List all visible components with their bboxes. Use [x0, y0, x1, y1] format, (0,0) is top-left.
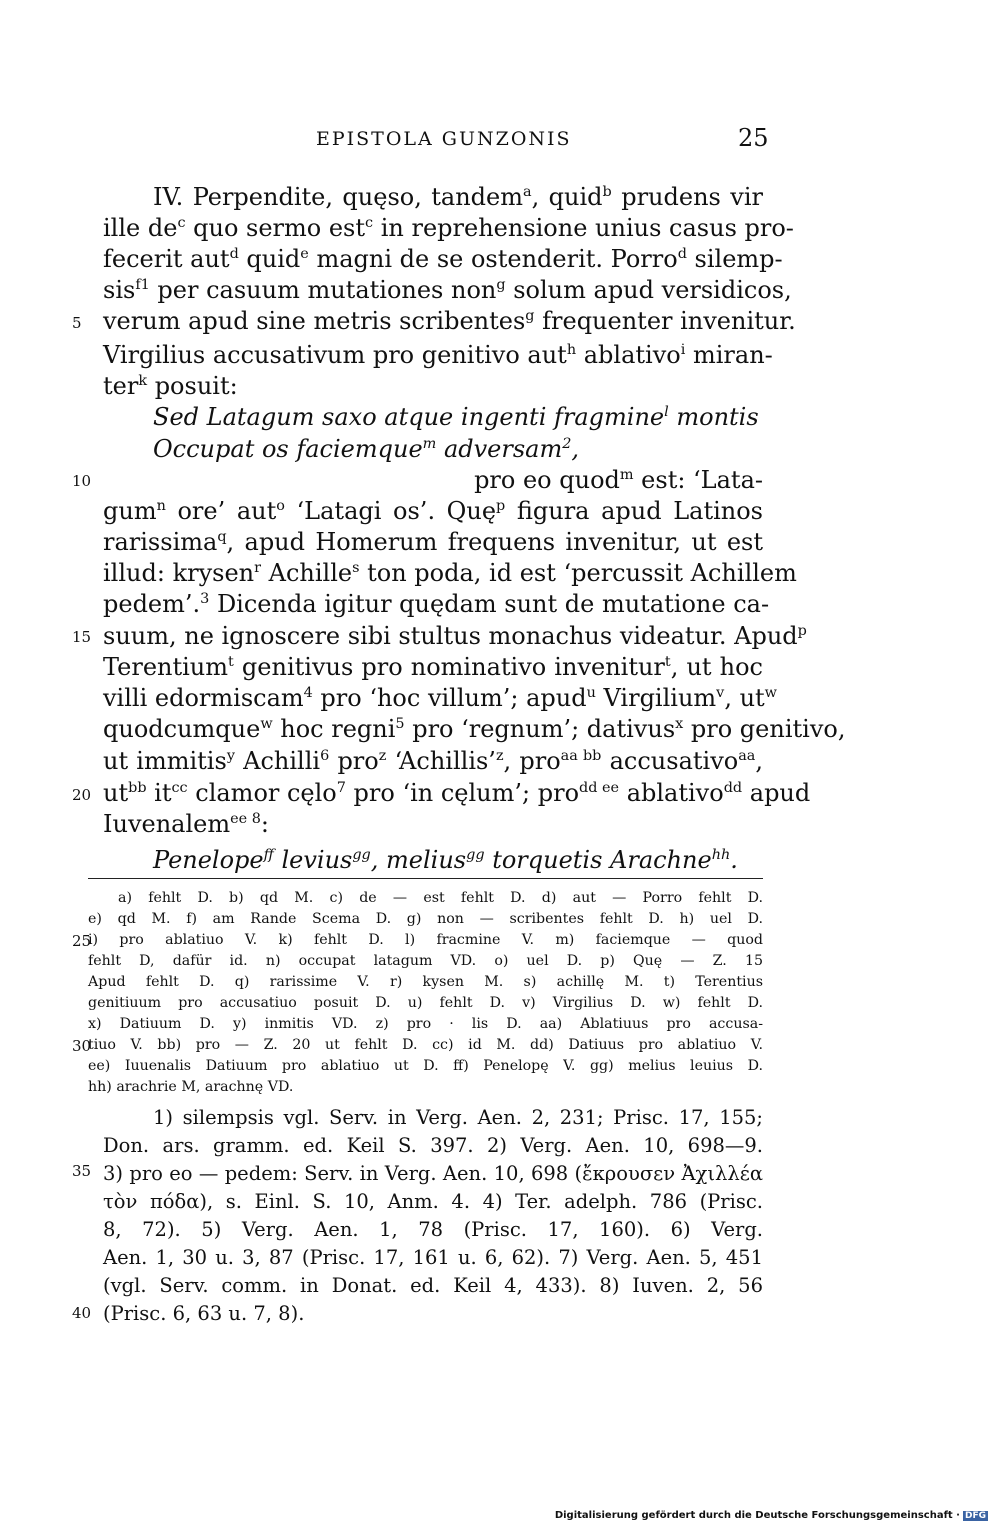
- text-segment: figura apud Latinos: [505, 497, 763, 525]
- footnote-marker: 4: [303, 685, 313, 701]
- text-segment: solum apud versidicos,: [505, 276, 792, 304]
- body-line: [103, 306, 796, 337]
- line-number: 20: [72, 786, 92, 804]
- footnote-marker: 2: [562, 436, 572, 452]
- text-segment: Occupat os faciemque: [153, 435, 423, 463]
- text-segment: levius: [273, 846, 353, 874]
- text-segment: verum apud sine metris scribentes: [103, 307, 526, 335]
- text-segment: ‘Latagi os’. Quę: [284, 497, 497, 525]
- source-note-line: Don. ars. gramm. ed. Keil S. 397. 2) Verg. Aen. 10, 698—9.: [103, 1134, 763, 1157]
- body-line: [103, 371, 763, 402]
- body-line: [103, 778, 811, 809]
- text-segment: sis: [103, 276, 136, 304]
- text-segment: pro ‘in cęlum’; pro: [345, 779, 580, 807]
- footnote-marker: e: [300, 246, 309, 262]
- footnote-marker: m: [422, 436, 437, 452]
- footnote-marker: x: [675, 716, 684, 732]
- body-line: [103, 213, 794, 244]
- line-number: 40: [72, 1304, 92, 1322]
- footnote-marker: 5: [395, 716, 405, 732]
- source-note-line: τὸν πόδα), s. Einl. S. 10, Anm. 4. 4) Ter. adelph. 786 (Prisc.: [103, 1190, 763, 1213]
- text-segment: pro: [329, 747, 379, 775]
- body-line: [103, 652, 763, 683]
- body-line: [103, 244, 783, 275]
- apparatus-line: genitiuum pro accusatiuo posuit D. u) fehlt D. v) Virgilius D. w) fehlt D.: [88, 995, 763, 1011]
- text-segment: , melius: [370, 846, 467, 874]
- body-line: [103, 496, 763, 527]
- body-line: [103, 621, 807, 652]
- text-segment: silemp-: [686, 245, 783, 273]
- text-segment: ore’ aut: [165, 497, 277, 525]
- footnote-marker: 3: [200, 591, 210, 607]
- apparatus-line: fehlt D, dafür id. n) occupat latagum VD. o) uel D. p) Quę — Z. 15: [88, 953, 763, 969]
- footnote-marker: g: [496, 277, 506, 293]
- text-segment: , ut: [724, 684, 765, 712]
- text-segment: ter: [103, 372, 139, 400]
- text-segment: , apud Homerum frequens invenitur, ut est: [226, 528, 763, 556]
- footnote-marker: gg: [466, 847, 485, 863]
- text-segment: Iuvenalem: [103, 810, 231, 838]
- text-segment: pro ‘hoc villum’; apud: [312, 684, 587, 712]
- body-line: [103, 589, 770, 620]
- text-segment: quo sermo est: [185, 214, 366, 242]
- footnote-marker: n: [156, 498, 166, 514]
- text-segment: ‘Achillis’: [386, 747, 496, 775]
- footnote-marker: w: [764, 685, 777, 701]
- source-note-line: 8, 72). 5) Verg. Aen. 1, 78 (Prisc. 17, 160). 6) Verg.: [103, 1218, 763, 1241]
- footnote-marker: 6: [320, 748, 330, 764]
- text-segment: ,: [571, 435, 580, 463]
- text-segment: ton poda, id est ‘percussit Achillem: [359, 559, 797, 587]
- text-segment: posuit:: [147, 372, 238, 400]
- text-segment: apud: [742, 779, 811, 807]
- apparatus-line: x) Datiuum D. y) inmitis VD. z) pro · lis D. aa) Ablatiuus pro accusa-: [88, 1016, 763, 1032]
- apparatus-line: i) pro ablatiuo V. k) fehlt D. l) fracmine V. m) faciemque — quod: [88, 932, 763, 948]
- footnote-marker: l: [664, 404, 669, 420]
- footnote-marker: v: [716, 685, 725, 701]
- running-title: EPISTOLA GUNZONIS: [316, 128, 572, 150]
- text-segment: ille de: [103, 214, 178, 242]
- footnote-marker: i: [680, 342, 686, 358]
- line-number: 15: [72, 628, 92, 646]
- text-segment: magni de se ostenderit. Porro: [308, 245, 678, 273]
- credit-text: Digitalisierung gefördert durch die Deutsche Forschungsgemeinschaft ·: [554, 1510, 960, 1521]
- footnote-marker: o: [276, 498, 285, 514]
- text-segment: illud: krysen: [103, 559, 255, 587]
- text-segment: per casuum mutationes non: [149, 276, 497, 304]
- footnote-marker: bb: [128, 780, 147, 796]
- source-note-line: 1) silempsis vgl. Serv. in Verg. Aen. 2, 231; Prisc. 17, 155;: [153, 1106, 763, 1129]
- footnote-marker: f1: [135, 277, 150, 293]
- verse-line: [153, 434, 813, 465]
- text-segment: ablativo: [576, 341, 681, 369]
- footnote-marker: ee 8: [230, 811, 261, 827]
- body-line: [153, 182, 763, 213]
- text-segment: , ut hoc: [670, 653, 763, 681]
- body-line: [103, 809, 763, 840]
- footnote-marker: s: [352, 560, 360, 576]
- text-segment: , quid: [531, 183, 603, 211]
- line-number: 25: [72, 932, 92, 950]
- text-segment: fecerit aut: [103, 245, 230, 273]
- body-line: [103, 275, 792, 306]
- footnote-marker: hh: [711, 847, 731, 863]
- footnote-marker: m: [619, 467, 634, 483]
- page-number: 25: [738, 124, 769, 152]
- footnote-marker: t: [664, 654, 671, 670]
- text-segment: :: [260, 810, 269, 838]
- footnote-marker: dd ee: [579, 780, 620, 796]
- source-note-line: 3) pro eo — pedem: Serv. in Verg. Aen. 10, 698 (ἔκρουσεν Ἀχιλλέα: [103, 1162, 763, 1185]
- footnote-marker: t: [228, 654, 234, 670]
- body-line: [103, 558, 797, 589]
- text-segment: Achilli: [234, 747, 321, 775]
- footnote-marker: p: [496, 498, 506, 514]
- body-line: [467, 465, 763, 496]
- apparatus-line: Apud fehlt D. q) rarissime V. r) kysen M. s) achillę M. t) Terentius: [88, 974, 763, 990]
- text-segment: Terentium: [103, 653, 229, 681]
- text-segment: frequenter invenitur.: [534, 307, 796, 335]
- footnote-marker: cc: [171, 780, 188, 796]
- verse-line: [153, 845, 813, 876]
- text-segment: adversam: [436, 435, 563, 463]
- verse-line: [153, 402, 813, 433]
- text-segment: it: [146, 779, 172, 807]
- apparatus-line: a) fehlt D. b) qd M. c) de — est fehlt D. d) aut — Porro fehlt D.: [118, 890, 763, 906]
- text-segment: clamor cęlo: [187, 779, 337, 807]
- body-line: [103, 714, 846, 745]
- footnote-marker: d: [677, 246, 687, 262]
- footnote-marker: 7: [336, 780, 346, 796]
- text-segment: ut immitis: [103, 747, 227, 775]
- text-segment: Virgilium: [595, 684, 717, 712]
- text-segment: in reprehensione unius casus pro-: [373, 214, 794, 242]
- text-segment: Dicenda igitur quędam sunt de mutatione ca-: [209, 590, 770, 618]
- footnote-marker: b: [602, 184, 612, 200]
- footnote-marker: w: [260, 716, 273, 732]
- text-segment: montis: [668, 403, 759, 431]
- footnote-marker: c: [365, 215, 374, 231]
- text-segment: Penelope: [153, 846, 264, 874]
- line-number: 10: [72, 472, 92, 490]
- text-segment: quid: [238, 245, 301, 273]
- source-note-line: Aen. 1, 30 u. 3, 87 (Prisc. 17, 161 u. 6, 62). 7) Verg. Aen. 5, 451: [103, 1246, 763, 1269]
- text-segment: ,: [755, 747, 764, 775]
- text-segment: accusativo: [601, 747, 739, 775]
- body-line: [103, 340, 773, 371]
- text-segment: hoc regni: [272, 715, 396, 743]
- footnote-marker: p: [797, 623, 807, 639]
- text-segment: suum, ne ignoscere sibi stultus monachus videatur. Apud: [103, 622, 798, 650]
- apparatus-line: ee) Iuuenalis Datiuum pro ablatiuo ut D. ff) Penelopę V. gg) melius leuius D.: [88, 1058, 763, 1074]
- footnote-marker: d: [229, 246, 239, 262]
- line-number: 5: [72, 314, 82, 332]
- footnote-marker: a: [523, 184, 532, 200]
- text-segment: gum: [103, 497, 157, 525]
- footnote-marker: q: [217, 529, 227, 545]
- apparatus-line: tiuo V. bb) pro — Z. 20 ut fehlt D. cc) id M. dd) Datiuus pro ablatiuo V.: [88, 1037, 763, 1053]
- apparatus-line: e) qd M. f) am Rande Scema D. g) non — scribentes fehlt D. h) uel D.: [88, 911, 763, 927]
- footnote-marker: aa: [738, 748, 756, 764]
- text-segment: miran-: [685, 341, 773, 369]
- source-note-line: (Prisc. 6, 63 u. 7, 8).: [103, 1302, 305, 1325]
- apparatus-line: hh) arachrie M, arachnę VD.: [88, 1079, 294, 1095]
- text-segment: villi edormiscam: [103, 684, 304, 712]
- text-segment: Virgilius accusativum pro genitivo aut: [103, 341, 567, 369]
- footnote-marker: z: [378, 748, 387, 764]
- footnote-marker: g: [525, 308, 535, 324]
- text-segment: pro ‘regnum’; dativus: [404, 715, 676, 743]
- body-line: [103, 527, 763, 558]
- body-line: [103, 746, 763, 777]
- text-segment: est: ‘Lata-: [633, 466, 763, 494]
- footnote-marker: k: [138, 373, 148, 389]
- footnote-marker: z: [495, 748, 504, 764]
- dfg-logo: DFG: [964, 1511, 986, 1521]
- footnote-marker: dd: [723, 780, 743, 796]
- text-segment: ablativo: [619, 779, 724, 807]
- footnote-marker: aa bb: [560, 748, 602, 764]
- text-segment: pedem’.: [103, 590, 201, 618]
- text-segment: , pro: [503, 747, 561, 775]
- text-segment: Sed Latagum saxo atque ingenti fragmine: [153, 403, 665, 431]
- footnote-marker: r: [254, 560, 262, 576]
- line-number: 35: [72, 1162, 92, 1180]
- text-segment: rarissima: [103, 528, 218, 556]
- footnote-marker: c: [177, 215, 186, 231]
- footnote-marker: h: [566, 342, 577, 358]
- text-segment: prudens vir: [611, 183, 763, 211]
- footnote-rule: [88, 878, 763, 879]
- text-segment: Achille: [261, 559, 353, 587]
- text-segment: pro eo quod: [474, 466, 620, 494]
- footnote-marker: gg: [352, 847, 371, 863]
- footnote-marker: y: [226, 748, 235, 764]
- footnote-marker: ff: [263, 847, 274, 863]
- text-segment: torquetis Arachne: [484, 846, 712, 874]
- text-segment: pro genitivo,: [683, 715, 846, 743]
- text-segment: ut: [103, 779, 129, 807]
- text-segment: IV. Perpendite, quęso, tandem: [153, 183, 524, 211]
- text-segment: quodcumque: [103, 715, 261, 743]
- text-segment: .: [730, 846, 738, 874]
- text-segment: genitivus pro nominativo invenitur: [233, 653, 665, 681]
- digitization-credit: [555, 1510, 988, 1521]
- body-line: [103, 683, 777, 714]
- source-note-line: (vgl. Serv. comm. in Donat. ed. Keil 4, 433). 8) Iuven. 2, 56: [103, 1274, 763, 1297]
- footnote-marker: u: [586, 685, 596, 701]
- line-number: 30: [72, 1037, 92, 1055]
